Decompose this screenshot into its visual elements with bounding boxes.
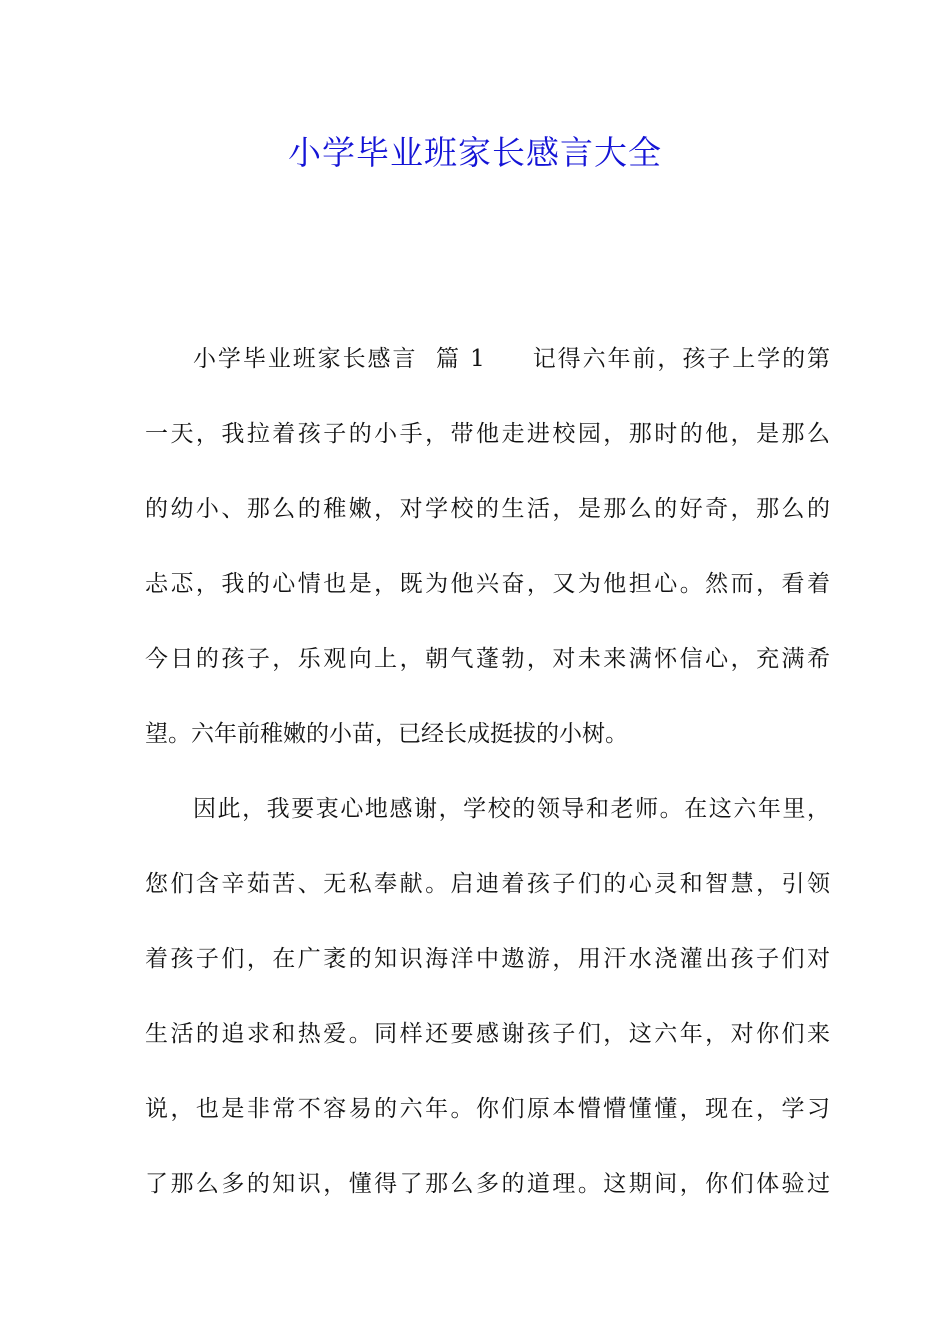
section-heading: 小学毕业班家长感言 — [193, 346, 418, 372]
paragraph-line: 的幼小、那么的稚嫩，对学校的生活，是那么的好奇，那么的 — [145, 496, 830, 522]
paragraph-1 — [145, 336, 830, 786]
paragraph-text: 记得六年前，孩子上学的第 — [530, 346, 831, 372]
paragraph-line: 了那么多的知识，懂得了那么多的道理。这期间，你们体验过 — [145, 1171, 830, 1197]
paragraph-line: 望。六年前稚嫩的小苗，已经长成挺拔的小树。 — [145, 721, 628, 747]
paragraph-line: 一天，我拉着孩子的小手，带他走进校园，那时的他，是那么 — [145, 421, 830, 447]
document-body — [145, 336, 830, 1236]
document-title: 小学毕业班家长感言大全 — [288, 133, 662, 172]
paragraph-line: 着孩子们，在广袤的知识海洋中遨游，用汗水浇灌出孩子们对 — [145, 946, 830, 972]
paragraph-line: 今日的孩子，乐观向上，朝气蓬勃，对未来满怀信心，充满希 — [145, 646, 830, 672]
paragraph-2 — [145, 786, 830, 1236]
section-number: 篇 1 — [435, 346, 485, 372]
paragraph-line: 说，也是非常不容易的六年。你们原本懵懵懂懂，现在，学习 — [145, 1096, 830, 1122]
paragraph-line: 忐忑，我的心情也是，既为他兴奋，又为他担心。然而，看着 — [145, 571, 830, 597]
paragraph-line: 您们含辛茹苦、无私奉献。启迪着孩子们的心灵和智慧，引领 — [145, 871, 830, 897]
paragraph-line: 生活的追求和热爱。同样还要感谢孩子们，这六年，对你们来 — [145, 1021, 830, 1047]
paragraph-line — [145, 336, 830, 411]
paragraph-line: 因此，我要衷心地感谢，学校的领导和老师。在这六年里， — [193, 796, 830, 822]
